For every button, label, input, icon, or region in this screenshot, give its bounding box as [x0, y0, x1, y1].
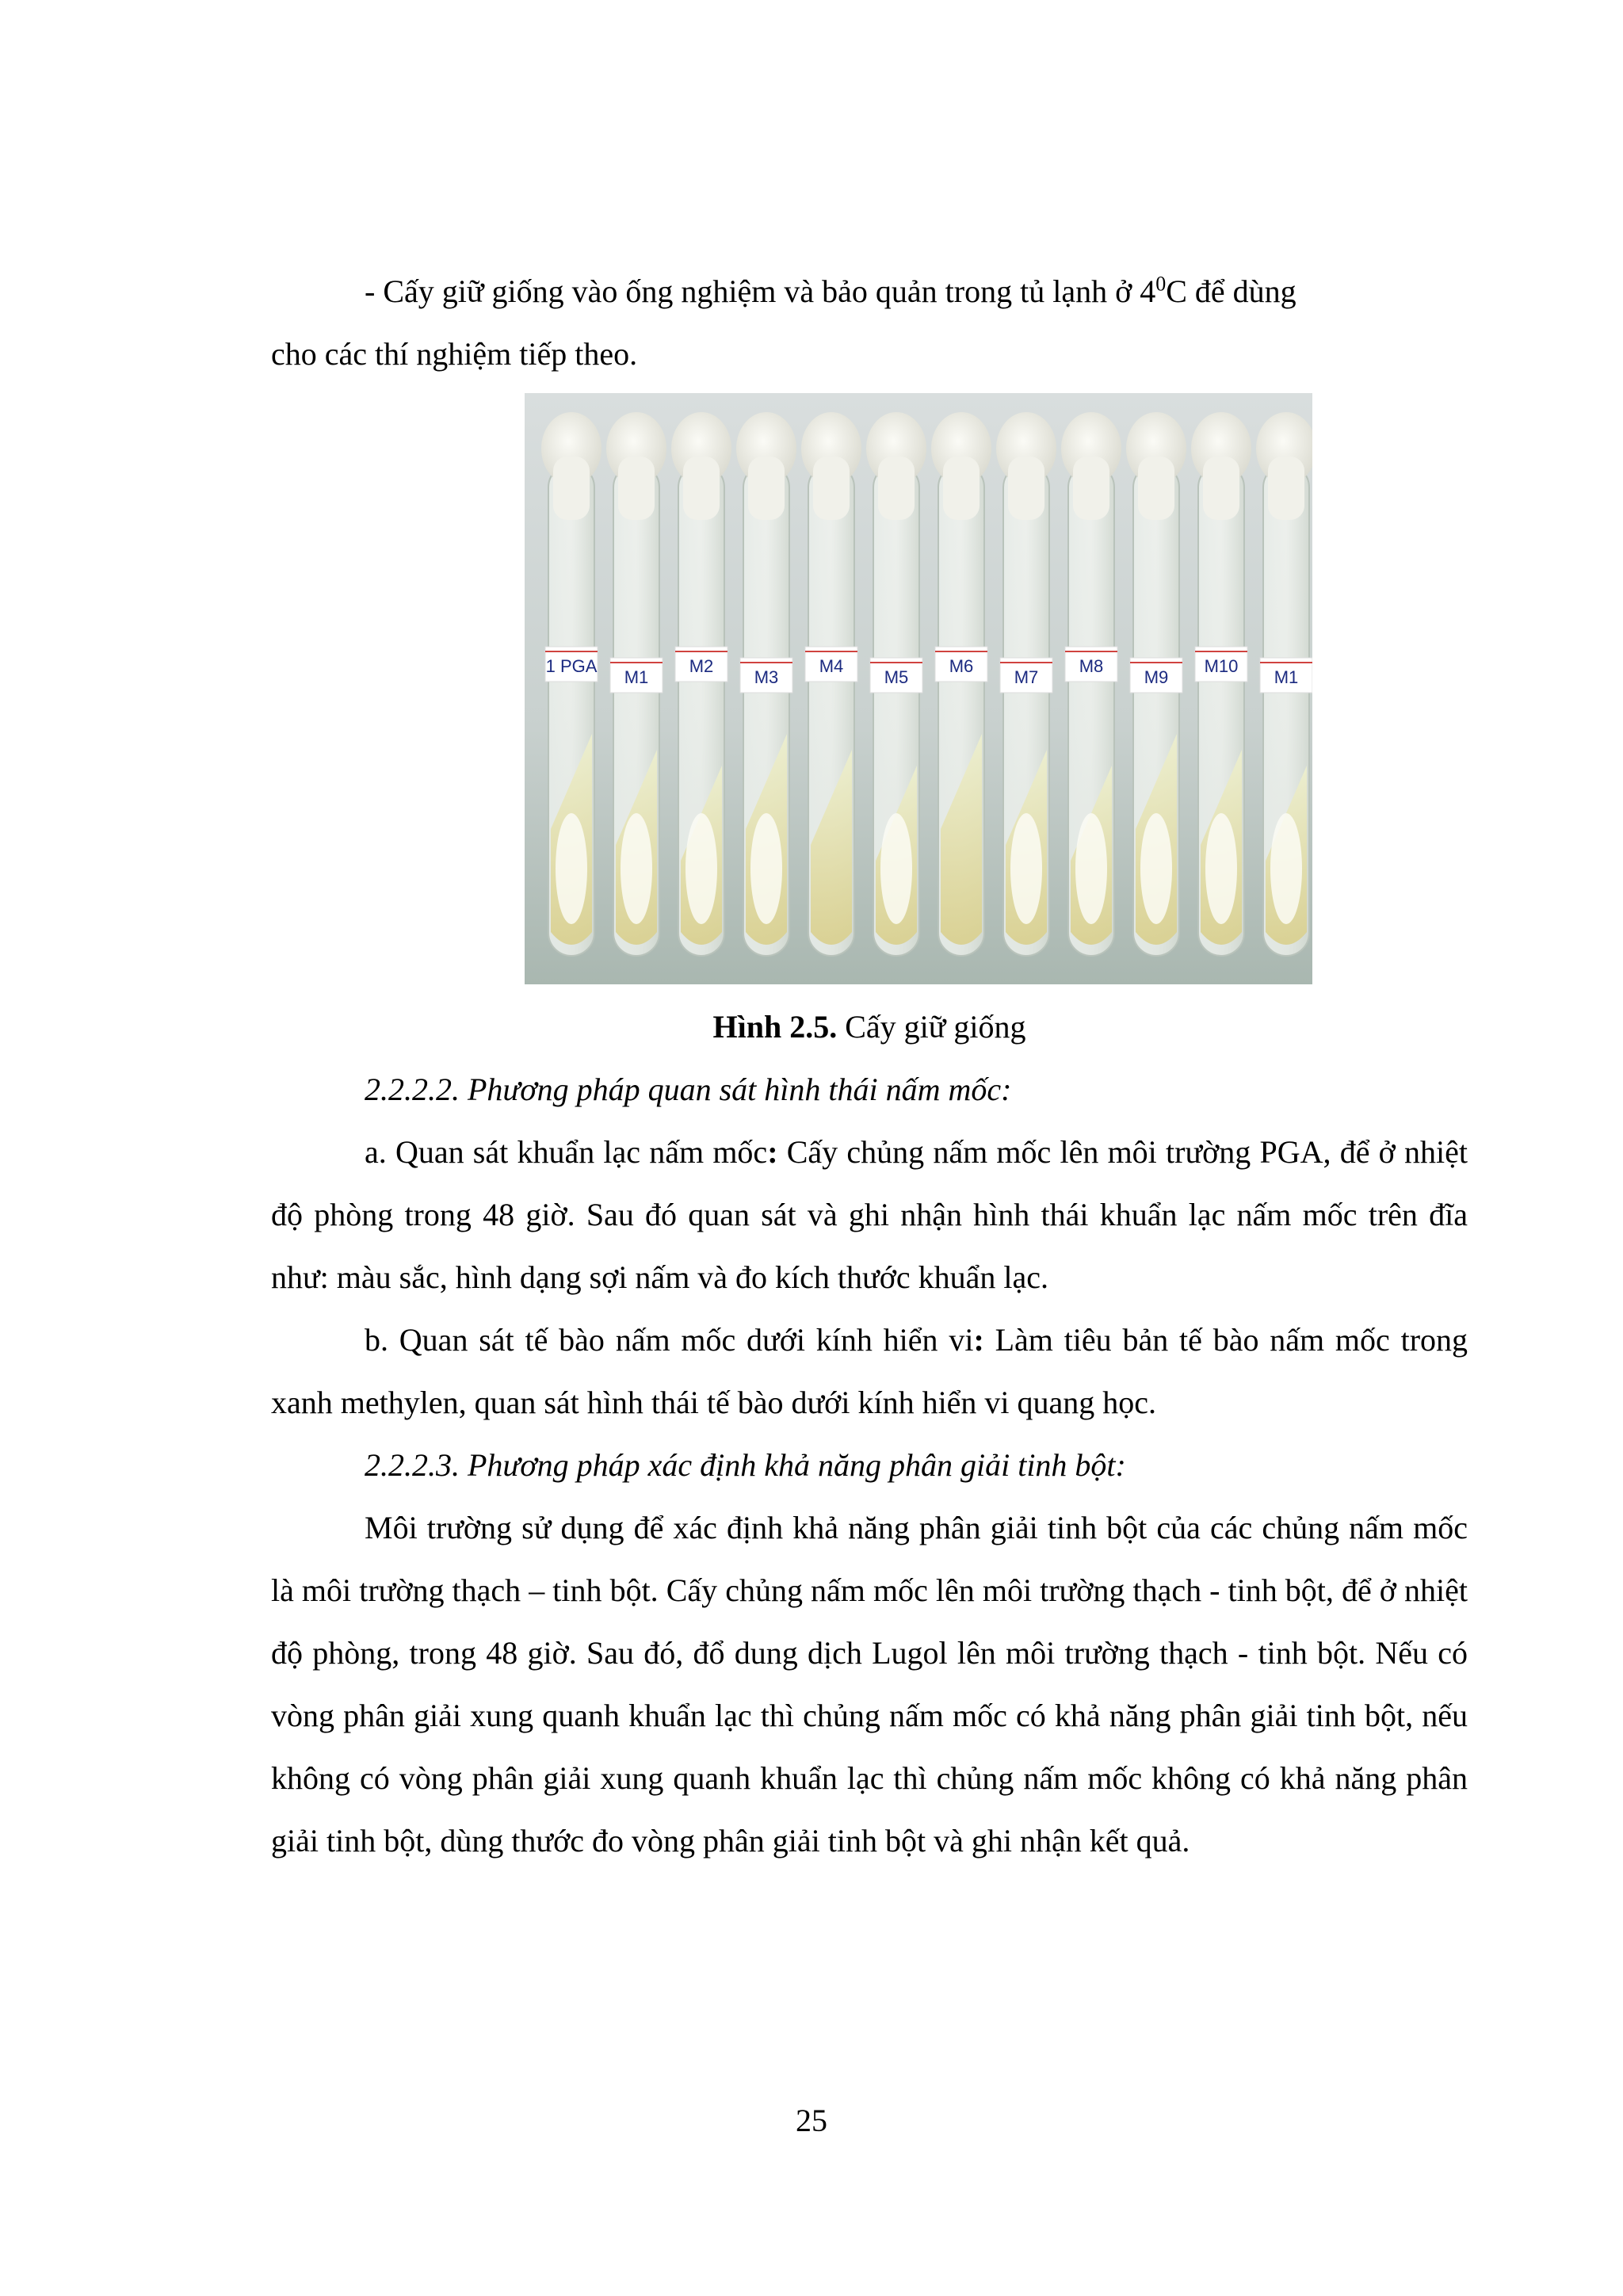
tube-label: M7 — [1014, 667, 1039, 687]
tube-label: M2 — [689, 656, 714, 676]
test-tube — [1126, 412, 1186, 956]
paragraph-b — [271, 1308, 1468, 1434]
test-tube — [1061, 412, 1121, 956]
tube-label: M9 — [1144, 667, 1169, 687]
figure-caption — [271, 995, 1468, 1058]
tube-label: M3 — [754, 667, 779, 687]
tube-label: M5 — [884, 667, 909, 687]
tube-label: M10 — [1204, 656, 1239, 676]
methods-section — [271, 1058, 1468, 1872]
paragraph-a — [271, 1121, 1468, 1308]
paragraph-a-text: Cấy chủng nấm mốc lên môi trường PGA, để ở nhiệt độ phòng trong 48 giờ. Sau đó quan sát và ghi nhận hình thái khuẩn lạc nấm mốc trên đĩa như: màu sắc, hình dạng sợi nấm và đo kích thước khuẩn lạc. — [271, 1134, 1468, 1295]
test-tube — [541, 412, 601, 956]
tube-label: 1 PGA — [545, 656, 598, 676]
test-tube — [1256, 412, 1312, 956]
intro-text: - Cấy giữ giống vào ống nghiệm và bảo quản trong tủ lạnh ở 4 — [365, 273, 1156, 309]
intro-line-1 — [271, 260, 1468, 323]
tube-label: M8 — [1079, 656, 1104, 676]
test-tubes-photo — [525, 393, 1312, 984]
page-number: 25 — [796, 2103, 827, 2138]
test-tube — [1191, 412, 1251, 956]
intro-paragraph — [271, 260, 1468, 385]
superscript: 0 — [1155, 272, 1167, 296]
section-2222-heading: 2.2.2.2. Phương pháp quan sát hình thái nấm mốc: — [365, 1072, 1012, 1107]
tube-label: M6 — [949, 656, 974, 676]
intro-text-end: C để dùng — [1166, 273, 1296, 309]
test-tube — [606, 412, 666, 956]
figure-label: Hình 2.5. — [712, 1009, 838, 1045]
paragraph-b-label: b. Quan sát tế bào nấm mốc dưới kính hiển vi — [365, 1322, 974, 1358]
section-2223-heading: 2.2.2.3. Phương pháp xác định khả năng phân giải tinh bột: — [365, 1447, 1126, 1483]
paragraph-b-text: Làm tiêu bản tế bào nấm mốc trong xanh methylen, quan sát hình thái tế bào dưới kính hiển vi quang học. — [271, 1322, 1468, 1420]
tube-label: M1 — [1274, 667, 1299, 687]
test-tube — [931, 412, 991, 956]
tube-label: M1 — [624, 667, 649, 687]
tube-label: M4 — [819, 656, 844, 676]
paragraph-a-label: a. Quan sát khuẩn lạc nấm mốc — [365, 1134, 768, 1170]
test-tube — [671, 412, 731, 956]
test-tube — [736, 412, 796, 956]
figure-test-tubes — [525, 393, 1312, 984]
paragraph-a-colon: : — [767, 1134, 778, 1170]
figure-caption-text: Cấy giữ giống — [837, 1009, 1026, 1045]
intro-line-2: cho các thí nghiệm tiếp theo. — [271, 336, 638, 372]
paragraph-starch: Môi trường sử dụng để xác định khả năng phân giải tinh bột của các chủng nấm mốc là môi trường thạch – tinh bột. Cấy chủng nấm mốc lên môi trường thạch - tinh bột, để ở nhiệt độ phòng, trong 48 giờ. Sau đó, đổ dung dịch Lugol lên môi trường thạch - tinh bột. Nếu có vòng phân giải xung quanh khuẩn lạc thì chủng nấm mốc có khả năng phân giải tinh bột, nếu không có vòng phân giải xung quanh khuẩn lạc thì chủng nấm mốc không có khả năng phân giải tinh bột, dùng thước đo vòng phân giải tinh bột và ghi nhận kết quả. — [271, 1510, 1468, 1859]
test-tube — [996, 412, 1056, 956]
test-tube — [801, 412, 861, 956]
test-tube — [866, 412, 926, 956]
paragraph-b-colon: : — [973, 1322, 984, 1358]
